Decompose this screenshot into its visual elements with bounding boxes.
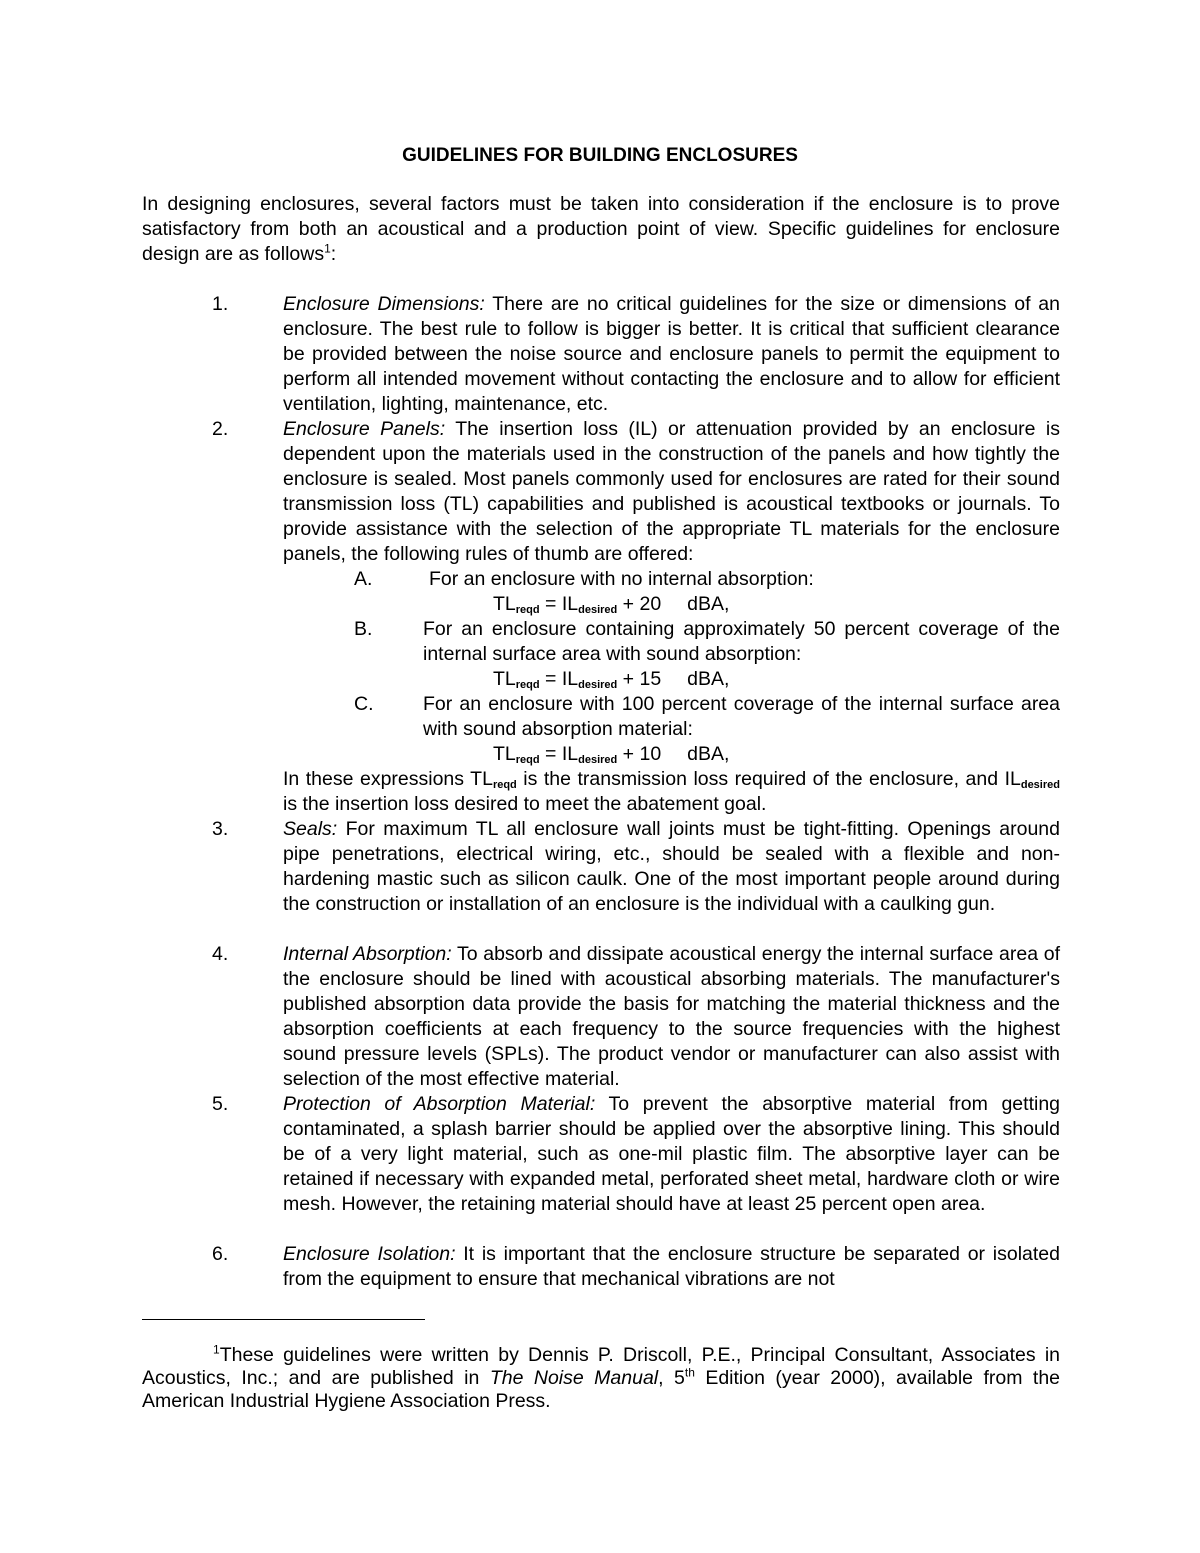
item-text: The insertion loss (IL) or attenuation provided by an enclosure is dependent upon the materials used in the construction of the panels and how tightly the enclosure is sealed. Most panels commonly used for enclosures are rated for their sound transmission loss (TL) capabilities and published is acoustical textbooks or journals. To provide assistance with the selection of the appropriate TL materials for the enclosure panels, the following rules of thumb are offered: <box>283 418 1060 565</box>
item-number: 5. <box>212 1093 229 1115</box>
sub-item-text: For an enclosure with 100 percent coverage of the internal surface area with sound absorption material: <box>423 693 1060 740</box>
sub-item-letter: A. <box>354 568 373 590</box>
intro-end: : <box>330 243 337 265</box>
item-text: To prevent the absorptive material from getting contaminated, a splash barrier should be applied over the absorptive lining. This should be of a very light material, such as one-mil plastic film. The absorptive layer can be retained if necessary with expanded metal, perforated sheet metal, hardware cloth or wire mesh. However, the retaining material should have at least 25 percent open area. <box>283 1093 1061 1215</box>
item-body <box>283 1092 1060 1217</box>
book-title: The Noise Manual <box>489 1367 659 1389</box>
formula-b: $TL_{reqd} = IL_{desired} + 15$ dBA, <box>493 668 730 691</box>
item-number: 3. <box>212 818 229 840</box>
item-number: 1. <box>212 293 229 315</box>
item-number: 4. <box>212 943 229 965</box>
sub-item-letter: B. <box>354 618 373 640</box>
item-body <box>283 817 1060 917</box>
item-text: It is important that the enclosure structure be separated or isolated from the equipment to ensure that mechanical vibrations are not <box>283 1243 1060 1290</box>
item-text: There are no critical guidelines for the size or dimensions of an enclosure. The best rule to follow is bigger is better. It is critical that sufficient clearance be provided between the noise source and enclosure panels to permit the equipment to perform all intended movement without contacting the enclosure and to allow for efficient ventilation, lighting, maintenance, etc. <box>283 293 1061 415</box>
item-heading: Enclosure Dimensions: <box>283 293 485 315</box>
intro-paragraph <box>142 192 1060 267</box>
item-heading: Enclosure Panels: <box>283 418 446 440</box>
item-body <box>283 942 1060 1092</box>
sub-item-letter: C. <box>354 693 374 715</box>
footnote-divider <box>142 1319 425 1320</box>
footnote: $^1$These guidelines were written by Dennis P. Driscoll, P.E., Principal Consultant, Associates in Acoustics, Inc.; and are published in The Noise Manual, 5th Edition (year 2000), available from the American Industrial Hygiene Association Press. <box>142 1342 1061 1412</box>
item-text: To absorb and dissipate acoustical energy the internal surface area of the enclosure should be lined with acoustical absorbing materials. The manufacturer's published absorption data provide the basis for matching the material thickness and the absorption coefficients at each frequency to the source frequencies with the highest sound pressure levels (SPLs). The product vendor or manufacturer can also assist with selection of the most effective material. <box>283 943 1060 1090</box>
item-number: 2. <box>212 418 229 440</box>
item-heading: Seals: <box>283 818 338 840</box>
footnote-number: 1 <box>213 1342 220 1357</box>
item-heading: Enclosure Isolation: <box>283 1243 456 1265</box>
formula-c: $TL_{reqd} = IL_{desired} + 10$ dBA, <box>493 743 730 766</box>
footnote-reference[interactable]: 1 <box>324 241 331 256</box>
item-text: For maximum TL all enclosure wall joints must be tight-fitting. Openings around pipe penetrations, electrical wiring, etc., should be sealed with a flexible and non-hardening mastic such as silicon caulk. One of the most important people around during the construction or installation of an enclosure is the individual with a caulking gun. <box>283 818 1060 915</box>
item-body <box>283 292 1060 417</box>
item-number: 6. <box>212 1243 229 1265</box>
item-body <box>283 1242 1060 1292</box>
item-heading: Internal Absorption: <box>283 943 452 965</box>
formula-a: $TL_{reqd} = IL_{desired} + 20$ dBA, <box>493 593 730 616</box>
sub-item-text: For an enclosure containing approximately 50 percent coverage of the internal surface area with sound absorption: <box>423 618 1060 665</box>
intro-text: In designing enclosures, several factors must be taken into consideration if the enclosure is to prove satisfactory from both an acoustical and a production point of view. Specific guidelines for enclosure design are as follows <box>142 193 1060 265</box>
page-title: GUIDELINES FOR BUILDING ENCLOSURES <box>402 145 798 166</box>
item-heading: Protection of Absorption Material: <box>283 1093 596 1115</box>
expressions-note: In these expressions $TL_{reqd}$ is the transmission loss required of the enclosure, and $IL_{desired}$ is the insertion loss desired to meet the abatement goal. <box>283 768 1060 815</box>
item-body <box>283 417 1060 567</box>
sub-item-text: For an enclosure with no internal absorption: <box>429 568 814 590</box>
